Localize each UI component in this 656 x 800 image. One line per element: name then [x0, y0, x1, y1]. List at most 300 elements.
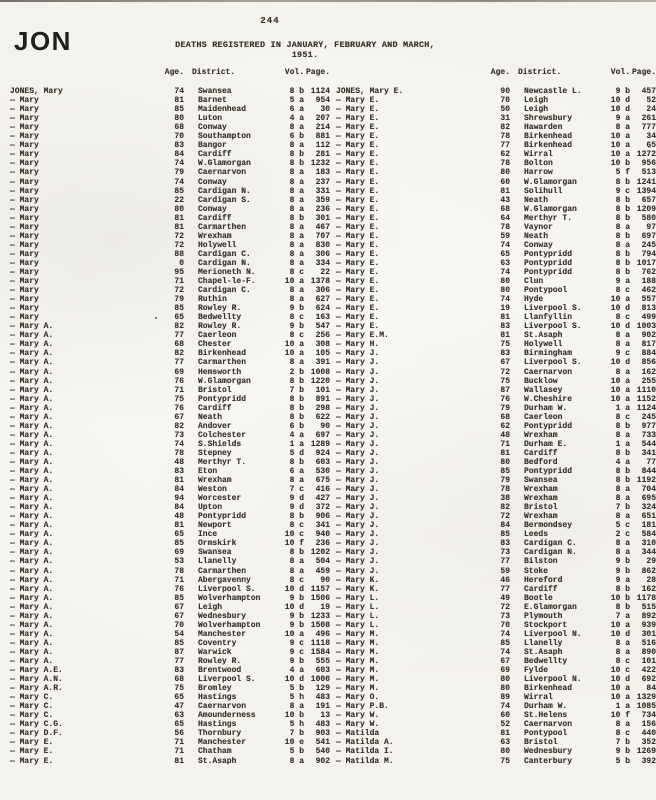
entry-district: Caernarvon [198, 168, 247, 178]
table-row [336, 629, 656, 639]
table-row [10, 467, 330, 476]
entry-name: — Mary L. [336, 602, 380, 612]
entry-district: Carmarthen [198, 358, 247, 368]
entry-vol: 10 d [284, 602, 304, 612]
table-row [336, 213, 656, 223]
entry-name: — Mary E. [336, 168, 380, 178]
table-row [10, 96, 330, 105]
entry-vol: 8 a [289, 204, 304, 214]
table-row [10, 205, 330, 214]
entry-district: Bedwellty [524, 657, 568, 666]
table-row [10, 711, 330, 720]
table-row [336, 521, 656, 531]
entry-page: 794 [641, 249, 656, 259]
table-row [336, 141, 656, 151]
entry-district: Cardigan N. [198, 186, 251, 196]
entry-name: — Mary D.F. [10, 729, 63, 739]
entry-page: 459 [315, 566, 330, 576]
table-row [336, 557, 656, 567]
entry-page: 1220 [310, 376, 330, 386]
table-row [10, 395, 330, 404]
entry-vol: 8 a [615, 548, 630, 558]
entry-age: 67 [174, 611, 184, 621]
table-row [336, 277, 656, 287]
table-row [336, 684, 656, 694]
entry-name: — Mary J. [336, 412, 380, 422]
entry-age: 83 [174, 467, 184, 477]
entry-page: 697 [315, 430, 330, 440]
entry-age: 72 [500, 367, 510, 377]
entry-name: — Mary A. [10, 485, 54, 495]
entry-district: Clun [524, 277, 544, 287]
entry-district: Cardigan S. [198, 195, 251, 205]
entry-vol: 8 a [615, 720, 630, 730]
entry-vol: 8 c [615, 657, 630, 666]
entry-age: 67 [500, 358, 510, 368]
entry-age: 71 [174, 738, 184, 748]
entry-age: 80 [174, 114, 184, 124]
table-row [336, 105, 656, 115]
entry-age: 71 [174, 575, 184, 585]
entry-vol: 8 a [615, 494, 630, 504]
entry-page: 817 [641, 340, 656, 350]
table-row [336, 711, 656, 721]
entry-page: 334 [315, 258, 330, 268]
entry-age: 85 [174, 593, 184, 603]
table-row [336, 611, 656, 621]
entry-page: 499 [641, 313, 656, 323]
entry-vol: 8 b [289, 87, 304, 97]
table-row [10, 494, 330, 503]
entry-age: 94 [174, 494, 184, 504]
entry-name: — Mary M. [336, 647, 380, 657]
entry-name: — Mary E. [336, 249, 380, 259]
entry-vol: 7 a [615, 611, 630, 621]
entry-page: 129 [315, 684, 330, 694]
entry-district: Colchester [198, 430, 247, 440]
table-row [10, 612, 330, 621]
entry-page: 856 [641, 358, 656, 368]
entry-vol: 10 a [284, 629, 304, 639]
entry-name: — Mary J. [336, 367, 380, 377]
entry-district: Brentwood [198, 666, 242, 676]
entry-district: Wednesbury [524, 747, 573, 757]
entry-age: 74 [500, 702, 510, 712]
entry-vol: 5 b [289, 684, 304, 694]
entry-vol: 10 d [610, 96, 630, 106]
entry-vol: 5 h [289, 720, 304, 730]
entry-vol: 8 b [615, 467, 630, 477]
entry-page: 892 [641, 611, 656, 621]
entry-vol: 10 a [610, 620, 630, 630]
entry-name: — Mary J. [336, 349, 380, 359]
entry-name: — Mary A. [10, 657, 54, 666]
entry-age: 82 [174, 349, 184, 359]
table-row [10, 114, 330, 123]
entry-name: — Mary A. [10, 448, 54, 458]
entry-district: Rowley R. [198, 657, 242, 666]
entry-vol: 8 a [615, 240, 630, 250]
entry-name: — Mary A. [10, 457, 54, 467]
entry-age: 48 [500, 430, 510, 440]
entry-name: — Mary A. [10, 539, 54, 549]
entry-vol: 8 b [289, 150, 304, 160]
entry-name: — Mary [10, 123, 39, 133]
table-row [10, 738, 330, 747]
table-row [10, 476, 330, 485]
entry-district: Weston [198, 485, 227, 495]
entry-name: — Mary A. [10, 340, 54, 350]
entry-district: Cardigan C. [198, 286, 251, 296]
entry-vol: 10 a [284, 340, 304, 350]
entry-age: 38 [500, 494, 510, 504]
entry-page: 310 [641, 539, 656, 549]
entry-age: 81 [500, 331, 510, 341]
entry-name: — Mary J. [336, 494, 380, 504]
entry-district: Upton [198, 503, 223, 513]
entry-page: 956 [641, 159, 656, 169]
entry-page: 906 [315, 512, 330, 522]
entry-vol: 8 a [615, 485, 630, 495]
entry-page: 483 [315, 693, 330, 703]
entry-page: 622 [315, 412, 330, 422]
entry-vol: 8 a [289, 557, 304, 567]
entry-district: Wirral [524, 693, 553, 703]
entry-name: — Mary O. [336, 693, 380, 703]
entry-district: Shrewsbury [524, 114, 573, 124]
entry-district: Wrexham [524, 485, 558, 495]
entry-vol: 10 a [610, 132, 630, 142]
entry-name: — Mary A. [10, 521, 54, 531]
entry-vol: 8 b [615, 213, 630, 223]
table-row [336, 367, 656, 377]
entry-vol: 8 b [289, 412, 304, 422]
entry-vol: 6 b [289, 421, 304, 431]
entry-vol: 8 a [615, 340, 630, 350]
entry-age: 65 [174, 693, 184, 703]
entry-district: Conway [198, 123, 227, 133]
entry-age: 80 [500, 457, 510, 467]
table-row [10, 250, 330, 259]
entry-age: 69 [174, 548, 184, 558]
entry-name: — Mary A. [10, 421, 54, 431]
entry-age: 73 [174, 430, 184, 440]
entry-age: 65 [500, 249, 510, 259]
entry-name: — Mary E. [336, 105, 380, 115]
entry-name: — Mary [10, 313, 39, 323]
table-row [336, 249, 656, 259]
table-row [10, 232, 330, 241]
entry-age: 75 [174, 684, 184, 694]
entry-age: 48 [174, 457, 184, 467]
entry-district: W.Glamorgan [198, 159, 251, 169]
entry-page: 977 [641, 421, 656, 431]
entry-page: 341 [641, 448, 656, 458]
entry-district: Bolton [524, 159, 553, 169]
entry-page: 483 [315, 720, 330, 730]
entry-age: 78 [174, 448, 184, 458]
entry-page: 391 [315, 358, 330, 368]
entry-name: — Mary M. [336, 684, 380, 694]
entry-district: Pontypridd [524, 467, 573, 477]
entry-page: 704 [641, 485, 656, 495]
table-row [336, 295, 656, 305]
entry-page: 1178 [636, 593, 656, 603]
entry-district: Cardiff [524, 584, 558, 594]
entry-name: — Mary A.N. [10, 675, 63, 685]
entry-page: 188 [641, 277, 656, 287]
entry-name: — Mary E. [336, 186, 380, 196]
entry-name: — Mary [10, 114, 39, 124]
entry-age: 68 [174, 340, 184, 350]
entry-page: 1506 [310, 593, 330, 603]
entry-name: — Mary [10, 204, 39, 214]
entry-name: — Mary J. [336, 376, 380, 386]
table-row [10, 539, 330, 548]
entry-age: 77 [500, 141, 510, 151]
table-row [10, 340, 330, 349]
entry-age: 80 [500, 277, 510, 287]
table-row [10, 630, 330, 639]
entry-district: Liverpool S. [524, 304, 582, 314]
entry-vol: 8 a [615, 539, 630, 549]
table-row [336, 620, 656, 630]
table-row [10, 512, 330, 521]
entry-vol: 2 c [615, 530, 630, 540]
entry-vol: 8 c [615, 412, 630, 422]
entry-vol: 10 f [610, 711, 630, 721]
entry-name: — Mary A. [10, 394, 54, 404]
entry-name: — Mary [10, 240, 39, 250]
entry-name: — Mary A. [10, 331, 54, 341]
entry-age: 0 [179, 258, 184, 268]
entry-district: Liverpool S. [524, 358, 582, 368]
entry-name: — Mary A. [10, 412, 54, 422]
entry-vol: 8 b [289, 512, 304, 522]
entry-district: Conway [524, 240, 553, 250]
entry-district: Newport [198, 521, 232, 531]
entry-vol: 9 b [615, 557, 630, 567]
entry-name: — Mary E. [336, 123, 380, 133]
entry-vol: 10 d [610, 322, 630, 332]
table-row [336, 485, 656, 495]
entry-vol: 2 b [289, 367, 304, 377]
entry-name: — Mary J. [336, 548, 380, 558]
name-column-spacer [10, 68, 150, 77]
entry-page: 940 [315, 530, 330, 540]
entry-age: 59 [500, 566, 510, 576]
entry-page: 352 [641, 738, 656, 748]
entry-age: 81 [174, 222, 184, 232]
entry-age: 83 [174, 666, 184, 676]
entry-vol: 4 a [289, 114, 304, 124]
table-row [336, 657, 656, 666]
entry-page: 903 [315, 729, 330, 739]
entry-name: — Mary L. [336, 611, 380, 621]
entry-name: — Mary A. [10, 512, 54, 522]
table-row [336, 123, 656, 133]
entry-district: Cardigan C. [198, 249, 251, 259]
entry-district: St.Asaph [524, 331, 563, 341]
entry-page: 541 [315, 738, 330, 748]
entry-name: — Mary L. [336, 620, 380, 630]
entry-page: 301 [315, 213, 330, 223]
entry-page: 183 [315, 168, 330, 178]
entry-name: — Mary E. [336, 295, 380, 305]
entry-age: 54 [174, 629, 184, 639]
entry-age: 77 [174, 657, 184, 666]
table-row [336, 448, 656, 458]
entry-district: Wolverhampton [198, 620, 261, 630]
entry-vol: 10 a [610, 150, 630, 160]
entry-district: Merthyr T. [524, 213, 573, 223]
entry-age: 77 [174, 331, 184, 341]
table-row [10, 693, 330, 702]
table-row [10, 485, 330, 494]
entry-page: 331 [315, 186, 330, 196]
entry-page: 372 [315, 503, 330, 513]
entry-name: — Mary A. [10, 638, 54, 648]
scan-edge [0, 0, 656, 2]
entry-page: 844 [641, 467, 656, 477]
table-row [336, 186, 656, 196]
entry-vol: 8 a [615, 512, 630, 522]
entry-age: 90 [500, 87, 510, 97]
table-row [10, 422, 330, 431]
entry-district: Fylde [524, 666, 549, 676]
entry-page: 237 [315, 177, 330, 187]
table-row [336, 503, 656, 513]
entry-name: — Mary J. [336, 403, 380, 413]
entry-page: 530 [315, 467, 330, 477]
entry-page: 101 [641, 657, 656, 666]
entry-age: 78 [174, 566, 184, 576]
entry-age: 69 [500, 666, 510, 676]
entry-name: — Mary A. [10, 557, 54, 567]
entry-name: — Mary J. [336, 457, 380, 467]
entry-page: 890 [641, 647, 656, 657]
table-row [336, 548, 656, 558]
entry-age: 84 [174, 503, 184, 513]
entry-district: Cardigan C. [524, 539, 577, 549]
entry-page: 105 [315, 349, 330, 359]
entry-age: 80 [500, 168, 510, 178]
entry-page: 324 [641, 503, 656, 513]
table-row [336, 87, 656, 97]
entry-page: 902 [315, 756, 330, 766]
table-row [336, 240, 656, 250]
table-row [10, 241, 330, 250]
entry-name: — Mary J. [336, 430, 380, 440]
entry-age: 78 [500, 132, 510, 142]
entry-vol: 8 c [615, 313, 630, 323]
entry-district: Stockport [524, 620, 568, 630]
entry-age: 67 [500, 657, 510, 666]
entry-page: 954 [315, 96, 330, 106]
entry-page: 52 [646, 96, 656, 106]
entry-vol: 10 d [610, 304, 630, 314]
entry-name: — Mary E. [336, 304, 380, 314]
entry-district: Merthyr T. [198, 457, 247, 467]
entry-name: — Mary E. [10, 738, 54, 748]
entry-name: — Mary A. [10, 593, 54, 603]
entry-vol: 8 a [289, 231, 304, 241]
entry-name: — Mary [10, 159, 39, 169]
table-row [10, 223, 330, 232]
entry-name: — Mary A. [10, 476, 54, 486]
entry-age: 77 [174, 358, 184, 368]
entry-page: 306 [315, 286, 330, 296]
entry-name: — Mary W. [336, 720, 380, 730]
entry-name: — Mary E. [336, 141, 380, 151]
entry-district: Pontypridd [198, 512, 247, 522]
entry-page: 1110 [636, 385, 656, 395]
entry-name: — Mary M. [336, 675, 380, 685]
entry-district: Stepney [198, 448, 232, 458]
entry-age: 81 [500, 729, 510, 739]
entry-age: 71 [174, 277, 184, 287]
entry-vol: 4 a [289, 666, 304, 676]
table-row [336, 675, 656, 685]
entry-name: — Mary J. [336, 512, 380, 522]
entry-vol: 10 a [610, 394, 630, 404]
entry-vol: 8 b [615, 476, 630, 486]
entry-vol: 8 a [289, 566, 304, 576]
entry-name: — Mary A. [10, 439, 54, 449]
entry-district: Ormskirk [198, 539, 237, 549]
entry-page: 555 [315, 657, 330, 666]
entry-district: Wrexham [198, 476, 232, 486]
entry-vol: 1 a [615, 439, 630, 449]
entry-district: Bedwellty [198, 313, 242, 323]
entry-name: — Mary [10, 267, 39, 277]
entry-district: Rowley R. [198, 322, 242, 332]
table-row [336, 403, 656, 413]
table-row [10, 295, 330, 304]
entry-page: 651 [641, 512, 656, 522]
entry-page: 245 [641, 240, 656, 250]
entry-vol: 1 a [615, 403, 630, 413]
entry-name: — Mary [10, 277, 39, 287]
entry-name: — Mary M. [336, 657, 380, 666]
table-row [336, 602, 656, 612]
entry-vol: 5 b [615, 756, 630, 766]
entry-age: 77 [500, 584, 510, 594]
table-row [10, 313, 330, 322]
table-row [10, 168, 330, 177]
entry-age: 80 [500, 675, 510, 685]
entry-district: Birkenhead [524, 141, 573, 151]
entry-age: 22 [174, 195, 184, 205]
table-row [10, 178, 330, 187]
entry-name: — Mary [10, 132, 39, 142]
entry-age: 81 [500, 448, 510, 458]
entry-district: Wrexham [198, 231, 232, 241]
table-row [336, 195, 656, 205]
entry-name: — Mary E. [336, 195, 380, 205]
entry-district: Pontypool [524, 286, 568, 296]
entry-vol: 8 b [615, 195, 630, 205]
table-row [336, 322, 656, 332]
entry-name: — Mary J. [336, 448, 380, 458]
entry-vol: 8 c [615, 286, 630, 296]
entry-district: Chapel-le-F. [198, 277, 256, 287]
entry-page: 695 [641, 494, 656, 504]
entry-district: Leigh [524, 105, 549, 115]
entry-vol: 10 a [284, 277, 304, 287]
entry-vol: 8 c [289, 521, 304, 531]
table-row [336, 638, 656, 648]
